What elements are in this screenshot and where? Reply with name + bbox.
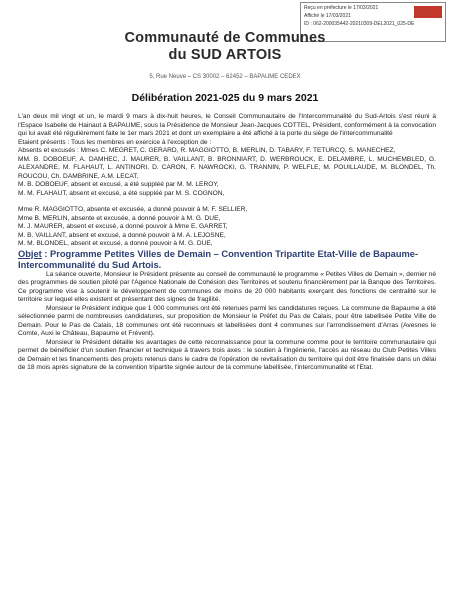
proxy-list xyxy=(18,206,436,249)
org-title-line1: Communauté de Communes xyxy=(124,30,326,46)
document-header xyxy=(0,30,450,104)
objet-heading xyxy=(18,249,436,271)
stamp-id: ID : 062-200035442-20210309-DEL2021_025-DE xyxy=(304,21,415,27)
stamp-posted: Affiché le 17/03/2021 xyxy=(304,13,351,19)
substitution-2: M. M. FLAHAUT, absent et excusé, a été suppléé par M. S. COGNON, xyxy=(18,189,225,197)
paragraph-selection: Monsieur le Président indique que 1 000 communes ont été retenues parmi les candidatures reçues. La commune de Bapaume a été sélectionnée parmi de nombreuses candidatures, sur proposition de Monsieur le Préfet du Pas de Calais, pour être labellisée Petite Ville de Demain. Pour le Pas de Calais, 18 communes ont été reconnues et labellisées dont 4 communes sur l'arrondissement d'Arras (Avesnes le Comte, Auxi le Château, Bapaume et Frévent). xyxy=(18,304,436,337)
proxy-item: M. M. BLONDEL, absent et excusé, a donné pouvoir à M. G. DUE, xyxy=(18,240,213,247)
objet-label: Objet xyxy=(18,248,42,259)
objet-text: : Programme Petites Villes de Demain – Convention Tripartite Etat-Ville de Bapaume-Intercommunalité du Sud Artois. xyxy=(18,248,419,270)
paragraph-program: La séance ouverte, Monsieur le Président présente au conseil de communauté le programme « Petites Villes de Demain », dernier né des programmes de soutien piloté par l'Agence Nationale de Cohésion des Territoires et soutenu financièrement par la Banque des Territoires. Ce programme vise à soutenir le développement de communes de moins de 20 000 habitants exerçant des fonctions de centralité sur le territoire sur lequel elles existent et présentant des signes de fragilité. xyxy=(18,270,436,303)
stamp-logo xyxy=(414,6,442,18)
deliberation-title: Délibération 2021-025 du 9 mars 2021 xyxy=(131,92,319,104)
stamp-received: Reçu en préfecture le 17/03/2021 xyxy=(304,5,379,11)
intro-paragraph: L'an deux mil vingt et un, le mardi 9 mars à dix-huit heures, le Conseil Communautaire de l'Intercommunalité du Sud-Artois s'est réuni à l'Espace Isabelle de Hainaut à BAPAUME, sous la Présidence de Monsieur Jean-Jacques COTTEL, Président, conformément à la convocation qui lui avait été régulièrement faite le 1er mars 2021 et dont un exemplaire a été affiché à la porte du siège de l'intercommunalité xyxy=(18,113,436,137)
paragraph-benefits: Monsieur le Président détaille les avantages de cette reconnaissance pour la commune comme pour le territoire communautaire qui permet de bénéficier d'un soutien financier et technique à travers trois axes : le soutien à l'ingénierie, l'accès au réseau du Club Petites Villes de Demain et les financements des projets retenus dans le cadre de l'opération de revitalisation du territoire qui doit être finalisée dans un délai de 18 mois après signature de la convention tripartite signée autour de la commune labellisée, l'intercommunalité et l'Etat. xyxy=(18,338,436,371)
org-title-line2: du SUD ARTOIS xyxy=(168,47,282,63)
substitution-1: M. B. DOBOEUF, absent et excusé, a été suppléé par M. M. LEROY, xyxy=(18,181,219,188)
absents-women: Absents et excusés : Mmes C. MEGRET, C. GERARD, R. MAGGIOTTO, B. MERLIN, D. TABARY, F. TETURCQ, S. MANECHEZ, xyxy=(18,147,396,154)
proxy-item: M. B. VAILLANT, absent et excusé, a donné pouvoir à M. A. LEJOSNE, xyxy=(18,231,226,239)
absents-men: MM. B. DOBOEUF, A. DAMHEC, J. MAURER, B. VAILLANT, B. BRONNIART, D. WERBROUCK, E. DELAMBRE, L. MUCHEMBLED, G. ALEXANDRE, M. FLAHAUT, L. ANTINORI, D. CARON, F. NAWROCKI, G. TRANNIN, P. WELFLE, M. POUILLAUDE, M. BLONDEL, Th. ROUCOU, Ch. DAMBRINE, A.M. LECAT, xyxy=(18,155,436,180)
document-body xyxy=(18,113,436,373)
proxy-item: Mme R. MAGGIOTTO, absente et excusée, a donné pouvoir à M. F. SELLIER, xyxy=(18,206,248,213)
proxy-item: M. J. MAURER, absent et excusé, a donné pouvoir à Mme E. GARRET, xyxy=(18,223,228,230)
org-address: 5, Rue Neuve – CS 30002 – 62452 – BAPAUME CEDEX xyxy=(149,74,301,80)
proxy-item: Mme B. MERLIN, absente et excusée, a donné pouvoir à M. G. DUE, xyxy=(18,214,221,222)
present-line: Etaient présents : Tous les membres en exercice à l'exception de : xyxy=(18,138,212,146)
